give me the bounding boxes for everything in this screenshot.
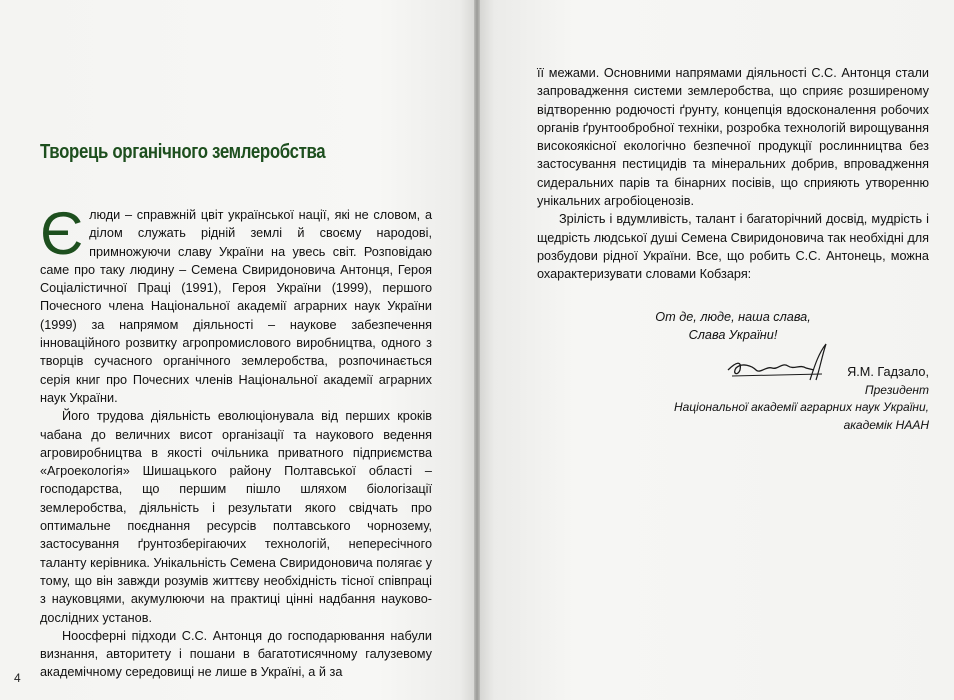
- left-body-text: [40, 200, 432, 682]
- drop-cap: Є: [40, 200, 84, 267]
- quote-line: Слава України!: [688, 328, 778, 343]
- paragraph: Його трудова діяльність еволюціонувала від перших кроків чабана до величних висот організації та наукового ведення агровиробництва в якості очільника приватного підприємства «Агроекологія» Шишацького району Полтавської області – господарства, що першим пішло шляхом біологізації землеробства, діяльність і результати якого свідчать про оптимальне поєднання ресурсів полтавського чорнозему, застосування ґрунтозберігаючих технологій, непересічного таланту керівника. Унікальність Семена Свиридоновича полягає у тому, що він завжди розумів життєву необхідність тісної співпраці з науковцями, акумулюючи на практиці цінні надбання науково-дослідних установ.: [40, 409, 432, 625]
- quote-line: От де, люде, наша слава,: [655, 310, 811, 324]
- right-body-text: [537, 64, 929, 284]
- signatory-name: Я.М. Гадзало,: [847, 365, 929, 379]
- chapter-title: Творець органічного землеробства: [40, 140, 326, 163]
- signatory-title: Національної академії аграрних наук України,: [673, 400, 929, 414]
- page-number: 4: [14, 671, 21, 685]
- paragraph-text: люди – справжній цвіт української нації, які не словом, а ділом служать рідній землі й своєму народові, примножуючи славу України на увесь світ. Розповідаю саме про таку людину – Семена Свиридоновича Антонця, Героя Соціалістичної Праці (1991), Героя України (1999), першого Почесного члена Національної академії аграрних наук України (1999) за напрямом діяльності – наукове забезпечення інноваційного розвитку агропромислового виробництва, одного з творців сучасного органічного землеробства, розпочинається серія книг про Почесних членів Національної академії аграрних наук України.: [40, 208, 432, 405]
- left-page: [0, 0, 474, 700]
- paragraph: Ноосферні підходи С.С. Антонця до господарювання набули визнання, авторитету і пошани в багатотисячному галузевому академічному середовищі не лише в Україні, а й за: [40, 628, 432, 680]
- paragraph: Зрілість і вдумливість, талант і багаторічний досвід, мудрість і щедрість людської душі Семена Свиридоновича так необхідні для розбудови рідної України. Все, що робить С.С. Антонець, можна охарактеризувати словами Кобзаря:: [537, 212, 929, 282]
- signatory-title: Президент: [864, 382, 929, 397]
- signature-block: [537, 364, 929, 434]
- signatory-title: академік НААН: [843, 417, 929, 432]
- paragraph: її межами. Основними напрямами діяльності С.С. Антонця стали запровадження системи землеробства, що сприяє розширеному відтворенню родючості ґрунту, концепція вдосконалення робочих органів ґрунтообробної техніки, розробка технологій вирощування високоякісної екологічно безпечної продукції рослинництва без застосування пестицидів та мінеральних добрив, впровадження сидеральних парів та бінарних посівів, що сприяють утворенню унікальних агробіоценозів.: [537, 66, 929, 209]
- paragraph: [40, 200, 432, 407]
